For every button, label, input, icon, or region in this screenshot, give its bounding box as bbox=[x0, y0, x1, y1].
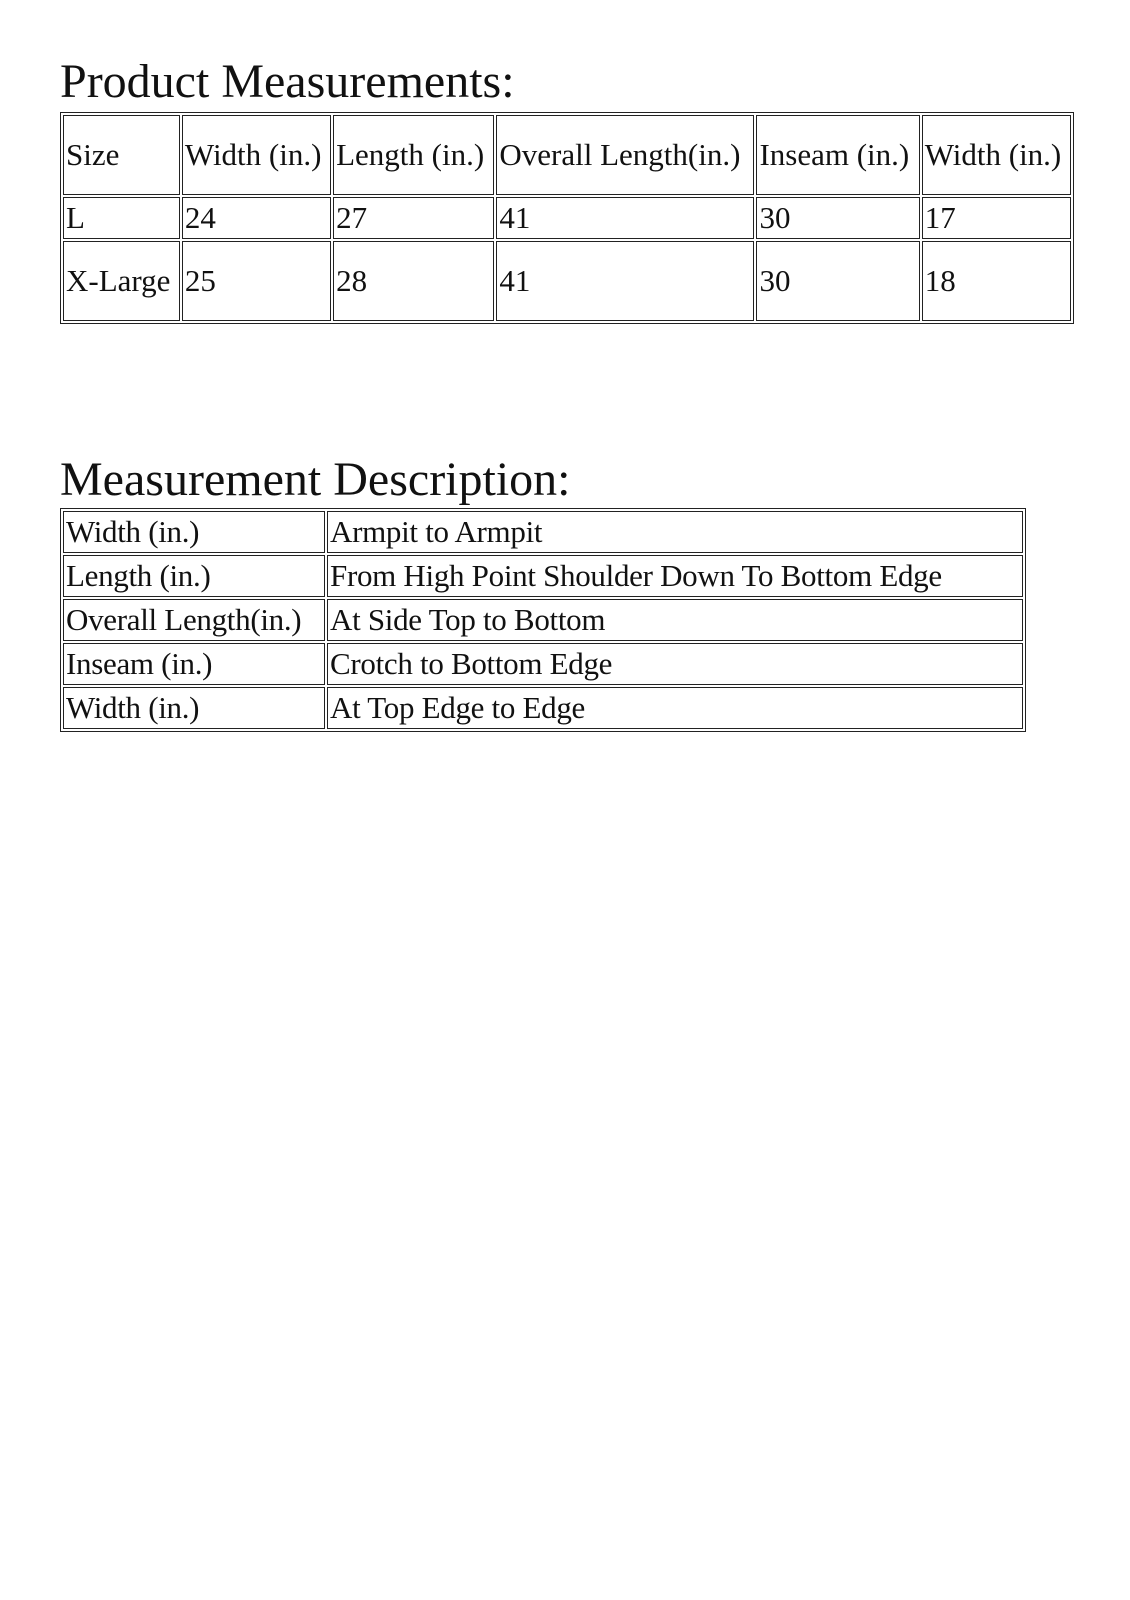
header-size: Size bbox=[63, 115, 180, 195]
measurements-table bbox=[60, 112, 1074, 324]
cell-length: 28 bbox=[333, 241, 494, 321]
measurement-description-title: Measurement Description: bbox=[60, 453, 571, 506]
cell-overall-length: 41 bbox=[496, 241, 754, 321]
table-row bbox=[63, 643, 1023, 685]
cell-length: 27 bbox=[333, 197, 494, 239]
table-row bbox=[63, 599, 1023, 641]
table-row bbox=[63, 687, 1023, 729]
table-row bbox=[63, 555, 1023, 597]
header-width-2: Width (in.) bbox=[922, 115, 1071, 195]
cell-term: Width (in.) bbox=[63, 511, 325, 553]
cell-size: X-Large bbox=[63, 241, 180, 321]
cell-description: Crotch to Bottom Edge bbox=[327, 643, 1023, 685]
cell-description: At Top Edge to Edge bbox=[327, 687, 1023, 729]
cell-overall-length: 41 bbox=[496, 197, 754, 239]
cell-description: At Side Top to Bottom bbox=[327, 599, 1023, 641]
cell-term: Width (in.) bbox=[63, 687, 325, 729]
header-overall-length: Overall Length(in.) bbox=[496, 115, 754, 195]
table-row bbox=[63, 511, 1023, 553]
cell-term: Inseam (in.) bbox=[63, 643, 325, 685]
header-width: Width (in.) bbox=[182, 115, 331, 195]
cell-inseam: 30 bbox=[756, 197, 919, 239]
cell-term: Overall Length(in.) bbox=[63, 599, 325, 641]
table-row bbox=[63, 241, 1071, 321]
cell-inseam: 30 bbox=[756, 241, 919, 321]
cell-description: From High Point Shoulder Down To Bottom Edge bbox=[327, 555, 1023, 597]
cell-width-2: 18 bbox=[922, 241, 1071, 321]
table-header-row bbox=[63, 115, 1071, 195]
header-length: Length (in.) bbox=[333, 115, 494, 195]
cell-term: Length (in.) bbox=[63, 555, 325, 597]
cell-description: Armpit to Armpit bbox=[327, 511, 1023, 553]
cell-size: L bbox=[63, 197, 180, 239]
table-row bbox=[63, 197, 1071, 239]
header-inseam: Inseam (in.) bbox=[756, 115, 919, 195]
cell-width-2: 17 bbox=[922, 197, 1071, 239]
cell-width: 24 bbox=[182, 197, 331, 239]
cell-width: 25 bbox=[182, 241, 331, 321]
description-table bbox=[60, 508, 1026, 732]
product-measurements-title: Product Measurements: bbox=[60, 55, 515, 108]
